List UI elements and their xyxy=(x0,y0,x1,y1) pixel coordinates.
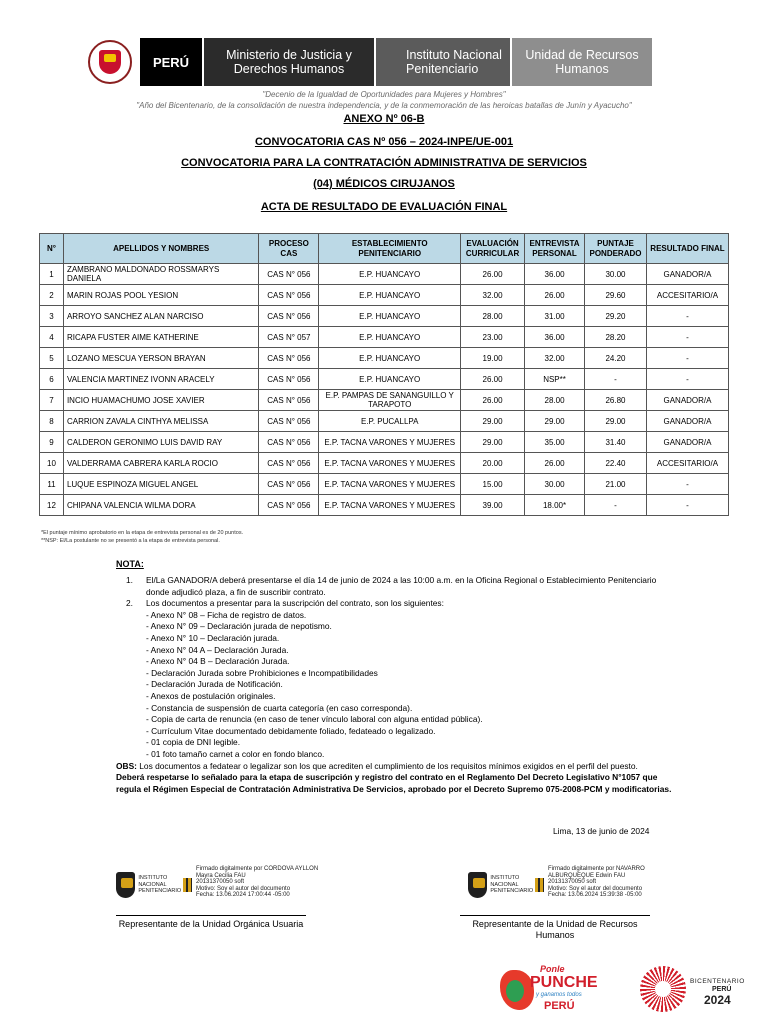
table-cell: 32.00 xyxy=(461,285,525,306)
col-header-weighted: PUNTAJE PONDERADO xyxy=(585,234,647,264)
inpe-logo-line3: PENITENCIARIO xyxy=(490,888,534,895)
table-cell: INCIO HUAMACHUMO JOSE XAVIER xyxy=(63,390,258,411)
signature-caption-left: Representante de la Unidad Orgánica Usuaria xyxy=(118,919,304,929)
inpe-logo-line3: PENITENCIARIO xyxy=(138,888,182,895)
table-cell: 11 xyxy=(40,474,64,495)
document-list-item: - Anexo N° 04 A – Declaración Jurada. xyxy=(146,644,289,655)
table-cell: 29.00 xyxy=(461,432,525,453)
table-cell: 19.00 xyxy=(461,348,525,369)
table-cell: E.P. HUANCAYO xyxy=(319,369,461,390)
obs-paragraph xyxy=(116,761,676,773)
table-cell: CAS N° 056 xyxy=(259,264,319,285)
table-cell: 2 xyxy=(40,285,64,306)
table-row xyxy=(40,348,729,369)
inpe-mark-icon xyxy=(183,878,192,892)
bicentenario-logo xyxy=(640,966,750,1016)
signature-line-right xyxy=(460,915,650,916)
header-ministry: Ministerio de Justicia y Derechos Humanos xyxy=(202,38,374,86)
table-cell: 29.00 xyxy=(461,411,525,432)
table-cell: 4 xyxy=(40,327,64,348)
inpe-shield-icon xyxy=(116,872,135,898)
signer-left-ruc: 20131370050 soft xyxy=(196,879,245,885)
table-row xyxy=(40,411,729,432)
table-cell: 21.00 xyxy=(585,474,647,495)
inpe-logo-left xyxy=(116,870,192,900)
table-cell: 23.00 xyxy=(461,327,525,348)
table-row xyxy=(40,474,729,495)
acta-title: ACTA DE RESULTADO DE EVALUACIÓN FINAL xyxy=(260,201,508,213)
table-row xyxy=(40,432,729,453)
table-row xyxy=(40,327,729,348)
notes-section xyxy=(116,575,676,795)
table-cell: GANADOR/A xyxy=(646,390,728,411)
table-cell: CAS N° 056 xyxy=(259,411,319,432)
table-cell: CAS N° 056 xyxy=(259,348,319,369)
convocatoria-subtitle: CONVOCATORIA PARA LA CONTRATACIÓN ADMINISTRATIVA DE SERVICIOS xyxy=(181,157,587,169)
col-header-establishment: ESTABLECIMIENTO PENITENCIARIO xyxy=(319,234,461,264)
regulation-text: Deberá respetarse lo señalado para la etapa de suscripción y registro del contrato en el Reglamento Del Decreto Legislativo N°1057 que regula el Régimen Especial de Contratación Administrativa De Servicios, aprobado por el Decreto Supremo 075-2008-PCM y modificatorias. xyxy=(116,772,672,794)
table-cell: VALDERRAMA CABRERA KARLA ROCIO xyxy=(63,453,258,474)
table-row xyxy=(40,495,729,516)
document-list-item: - Declaración Jurada de Notificación. xyxy=(146,679,283,690)
table-cell: 5 xyxy=(40,348,64,369)
table-cell: CARRION ZAVALA CINTHYA MELISSA xyxy=(63,411,258,432)
signature-caption-right: Representante de la Unidad de Recursos Humanos xyxy=(472,919,638,940)
signer-left-reason: Motivo: Soy el autor del documento xyxy=(196,885,291,892)
signature-block-left xyxy=(116,862,326,906)
table-cell: 24.20 xyxy=(585,348,647,369)
punche-line1: Ponle xyxy=(540,964,565,974)
signer-right-timestamp: Fecha: 13.06.2024 15:39:38 -05:00 xyxy=(548,892,642,898)
table-cell: 1 xyxy=(40,264,64,285)
table-cell: 39.00 xyxy=(461,495,525,516)
table-cell: E.P. HUANCAYO xyxy=(319,285,461,306)
col-header-curricular: EVALUACIÓN CURRICULAR xyxy=(461,234,525,264)
table-cell: 28.00 xyxy=(525,390,585,411)
table-cell: VALENCIA MARTINEZ IVONN ARACELY xyxy=(63,369,258,390)
table-cell: E.P. PAMPAS DE SANANGUILLO Y TARAPOTO xyxy=(319,390,461,411)
inpe-mark-icon xyxy=(535,878,544,892)
table-cell: - xyxy=(646,327,728,348)
col-header-process: PROCESO CAS xyxy=(259,234,319,264)
note-item-1-text: El/La GANADOR/A deberá presentarse el día 14 de junio de 2024 a las 10:00 a.m. en la Oficina Regional o Establecimiento Penitenciario donde adjudicó plaza, a fin de suscribir contrato. xyxy=(146,575,657,597)
document-list-item: - 01 copia de DNI legible. xyxy=(146,737,241,748)
table-row xyxy=(40,264,729,285)
inpe-logo-right xyxy=(468,870,544,900)
table-cell: 36.00 xyxy=(525,327,585,348)
table-cell: E.P. TACNA VARONES Y MUJERES xyxy=(319,432,461,453)
table-cell: 29.20 xyxy=(585,306,647,327)
bicentenario-sun-icon xyxy=(640,966,686,1012)
table-cell: CAS N° 056 xyxy=(259,390,319,411)
note-item-2 xyxy=(116,598,676,610)
col-header-interview: ENTREVISTA PERSONAL xyxy=(525,234,585,264)
table-row xyxy=(40,285,729,306)
table-cell: 8 xyxy=(40,411,64,432)
table-cell: CAS N° 056 xyxy=(259,453,319,474)
table-cell: - xyxy=(646,474,728,495)
table-cell: CAS N° 056 xyxy=(259,369,319,390)
table-cell: E.P. PUCALLPA xyxy=(319,411,461,432)
table-cell: 9 xyxy=(40,432,64,453)
punche-line2: PUNCHE xyxy=(530,974,598,991)
table-cell: 15.00 xyxy=(461,474,525,495)
table-cell: E.P. HUANCAYO xyxy=(319,348,461,369)
table-cell: - xyxy=(585,495,647,516)
notes-title: NOTA: xyxy=(116,559,144,569)
punche-line4: PERÚ xyxy=(544,1000,575,1012)
slogan-decenio: "Decenio de la Igualdad de Oportunidades para Mujeres y Hombres" xyxy=(262,90,506,99)
table-cell: RICAPA FUSTER AIME KATHERINE xyxy=(63,327,258,348)
bicent-line3: 2024 xyxy=(704,993,731,1007)
note-item-1 xyxy=(116,575,676,598)
table-cell: 6 xyxy=(40,369,64,390)
table-cell: 20.00 xyxy=(461,453,525,474)
slogan-bicentenario: "Año del Bicentenario, de la consolidación de nuestra independencia, y de la conmemoración de las heroicas batallas de Junín y Ayacucho" xyxy=(136,101,632,110)
table-cell: 29.00 xyxy=(525,411,585,432)
signature-block-right xyxy=(468,862,678,906)
results-table xyxy=(39,233,729,516)
table-cell: 28.00 xyxy=(461,306,525,327)
inpe-logo-line2: NACIONAL xyxy=(138,881,167,888)
note-item-2-text: Los documentos a presentar para la suscripción del contrato, son los siguientes: xyxy=(146,598,444,609)
table-cell: - xyxy=(646,495,728,516)
table-cell: 28.20 xyxy=(585,327,647,348)
table-cell: - xyxy=(646,306,728,327)
table-cell: MARIN ROJAS POOL YESION xyxy=(63,285,258,306)
table-cell: GANADOR/A xyxy=(646,411,728,432)
table-cell: CAS N° 056 xyxy=(259,285,319,306)
signer-right: Firmado digitalmente por NAVARRO ALBURQUEQUE Edwin FAU xyxy=(548,866,645,879)
document-list-item: - 01 foto tamaño carnet a color en fondo blanco. xyxy=(146,748,325,759)
header-unit: Unidad de Recursos Humanos xyxy=(510,38,652,86)
bicent-line2: PERÚ xyxy=(712,986,732,993)
table-cell: CAS N° 056 xyxy=(259,306,319,327)
col-header-number: N° xyxy=(40,234,64,264)
document-list-item: - Anexo N° 08 – Ficha de registro de datos. xyxy=(146,609,307,620)
note-item-1-number: 1. xyxy=(126,575,133,585)
signer-right-reason: Motivo: Soy el autor del documento xyxy=(548,885,643,892)
inpe-logo-line2: NACIONAL xyxy=(490,881,519,888)
document-list-item: - Anexo N° 10 – Declaración jurada. xyxy=(146,632,280,643)
digital-signature-text-left xyxy=(196,866,336,899)
table-cell: 26.00 xyxy=(461,390,525,411)
table-cell: 22.40 xyxy=(585,453,647,474)
table-cell: - xyxy=(646,348,728,369)
document-list-item: - Declaración Jurada sobre Prohibiciones e Incompatibilidades xyxy=(146,667,378,678)
signer-left: Firmado digitalmente por CORDOVA AYLLON Mayra Cecilia FAU xyxy=(196,866,319,879)
regulation-paragraph xyxy=(116,772,676,795)
table-row xyxy=(40,369,729,390)
table-cell: E.P. TACNA VARONES Y MUJERES xyxy=(319,474,461,495)
document-list-item: - Anexos de postulación originales. xyxy=(146,690,276,701)
table-cell: 35.00 xyxy=(525,432,585,453)
table-cell: E.P. HUANCAYO xyxy=(319,306,461,327)
footnote-min-score: *El puntaje mínimo aprobatorio en la etapa de entrevista personal es de 20 puntos. xyxy=(41,530,244,536)
peru-coat-of-arms-icon xyxy=(80,38,140,86)
table-cell: ACCESITARIO/A xyxy=(646,453,728,474)
documents-list xyxy=(116,610,676,761)
table-cell: 26.00 xyxy=(461,369,525,390)
table-cell: 26.00 xyxy=(525,285,585,306)
table-cell: 18.00* xyxy=(525,495,585,516)
document-list-item: - Copia de carta de renuncia (en caso de tener vínculo laboral con alguna entidad pública). xyxy=(146,714,483,725)
table-cell: 31.00 xyxy=(525,306,585,327)
table-cell: CAS N° 056 xyxy=(259,474,319,495)
document-date: Lima, 13 de junio de 2024 xyxy=(553,826,650,836)
obs-label: OBS: xyxy=(116,760,137,771)
table-cell: 26.00 xyxy=(525,453,585,474)
table-row xyxy=(40,390,729,411)
table-cell: CAS N° 056 xyxy=(259,495,319,516)
punche-figure-icon xyxy=(506,980,524,1002)
ponle-punche-logo xyxy=(500,962,598,1018)
table-cell: CAS N° 056 xyxy=(259,432,319,453)
table-cell: GANADOR/A xyxy=(646,432,728,453)
table-cell: ACCESITARIO/A xyxy=(646,285,728,306)
table-cell: 12 xyxy=(40,495,64,516)
inpe-logo-line1: INSTITUTO xyxy=(138,875,168,882)
table-cell: 31.40 xyxy=(585,432,647,453)
table-header-row xyxy=(40,234,729,264)
table-cell: ARROYO SANCHEZ ALAN NARCISO xyxy=(63,306,258,327)
table-cell: 32.00 xyxy=(525,348,585,369)
table-cell: E.P. HUANCAYO xyxy=(319,264,461,285)
bicent-line1: BICENTENARIO xyxy=(690,978,745,985)
table-row xyxy=(40,453,729,474)
table-cell: 29.00 xyxy=(585,411,647,432)
table-cell: 30.00 xyxy=(525,474,585,495)
table-row xyxy=(40,306,729,327)
header-institute: Instituto Nacional Penitenciario xyxy=(374,38,510,86)
obs-text: Los documentos a fedatear o legalizar son los que acrediten el cumplimiento de los requisitos mínimos exigidos en el perfil del puesto. xyxy=(136,760,638,771)
document-list-item: - Currículum Vitae documentado debidamente foliado, fedateado o legalizado. xyxy=(146,725,436,736)
note-item-2-number: 2. xyxy=(126,598,133,609)
signature-line-left xyxy=(116,915,306,916)
table-cell: 26.00 xyxy=(461,264,525,285)
table-cell: NSP** xyxy=(525,369,585,390)
header-country: PERÚ xyxy=(140,38,202,86)
table-cell: 10 xyxy=(40,453,64,474)
table-cell: LUQUE ESPINOZA MIGUEL ANGEL xyxy=(63,474,258,495)
col-header-name: APELLIDOS Y NOMBRES xyxy=(63,234,258,264)
table-cell: - xyxy=(646,369,728,390)
footnote-nsp: **NSP: El/La postulante no se presentó a la etapa de entrevista personal. xyxy=(41,538,220,544)
digital-signature-text-right xyxy=(548,866,688,899)
annex-title: ANEXO Nº 06-B xyxy=(343,113,425,125)
inpe-shield-icon xyxy=(468,872,487,898)
table-cell: 7 xyxy=(40,390,64,411)
table-cell: GANADOR/A xyxy=(646,264,728,285)
table-cell: LOZANO MESCUA YERSON BRAYAN xyxy=(63,348,258,369)
table-cell: CHIPANA VALENCIA WILMA DORA xyxy=(63,495,258,516)
table-cell: E.P. TACNA VARONES Y MUJERES xyxy=(319,453,461,474)
signer-left-timestamp: Fecha: 13.06.2024 17:00:44 -05:00 xyxy=(196,892,290,898)
document-list-item: - Anexo N° 09 – Declaración jurada de nepotismo. xyxy=(146,621,332,632)
table-cell: 29.60 xyxy=(585,285,647,306)
convocatoria-title: CONVOCATORIA CAS Nº 056 – 2024-INPE/UE-001 xyxy=(254,136,514,148)
table-cell: ZAMBRANO MALDONADO ROSSMARYS DANIELA xyxy=(63,264,258,285)
table-cell: E.P. TACNA VARONES Y MUJERES xyxy=(319,495,461,516)
table-cell: 26.80 xyxy=(585,390,647,411)
table-cell: 36.00 xyxy=(525,264,585,285)
table-cell: 3 xyxy=(40,306,64,327)
col-header-result: RESULTADO FINAL xyxy=(646,234,728,264)
table-body xyxy=(40,264,729,516)
table-cell: 30.00 xyxy=(585,264,647,285)
punche-line3: y ganamos todos xyxy=(536,992,582,998)
document-list-item: - Anexo N° 04 B – Declaración Jurada. xyxy=(146,656,290,667)
signer-right-ruc: 20131370050 soft xyxy=(548,879,597,885)
table-cell: CAS N° 057 xyxy=(259,327,319,348)
position-title: (04) MÉDICOS CIRUJANOS xyxy=(313,178,455,190)
table-cell: CALDERON GERONIMO LUIS DAVID RAY xyxy=(63,432,258,453)
table-cell: - xyxy=(585,369,647,390)
document-list-item: - Constancia de suspensión de cuarta categoría (en caso corresponda). xyxy=(146,702,413,713)
institutional-header xyxy=(80,38,652,86)
table-cell: E.P. HUANCAYO xyxy=(319,327,461,348)
inpe-logo-line1: INSTITUTO xyxy=(490,875,520,882)
